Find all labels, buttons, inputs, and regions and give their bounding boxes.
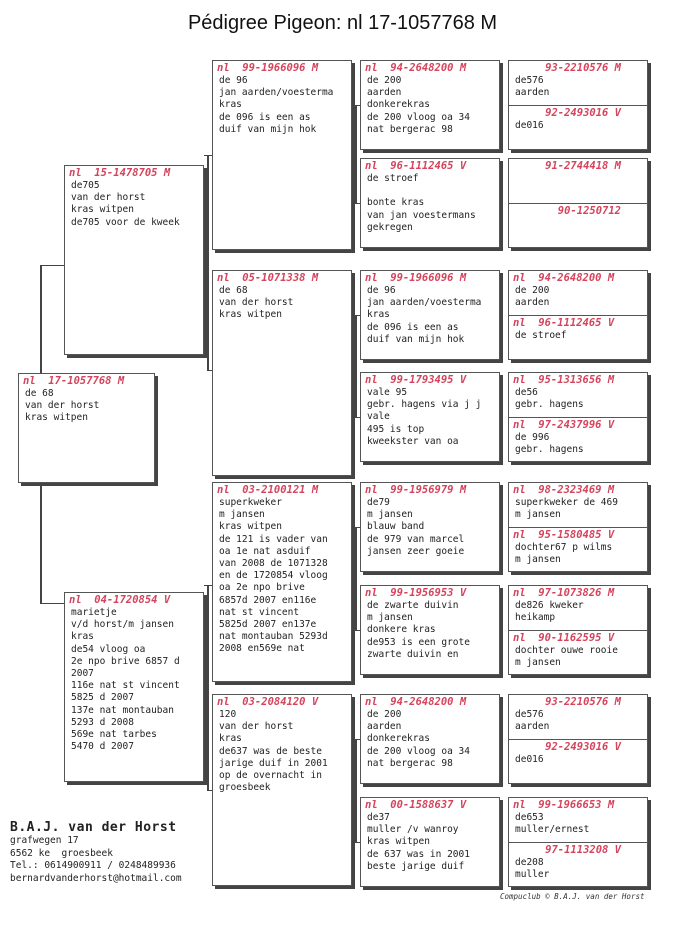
detail-line: de 96 [219, 75, 248, 86]
detail-line: 6857d 2007 en116e [219, 594, 317, 606]
detail-line: aarden [515, 297, 550, 309]
ring-number: nl 97-1073826 M [513, 587, 615, 599]
detail-line: kras witpen [71, 204, 134, 216]
ring-number: nl 99-1966096 M [217, 62, 319, 74]
ring-number: 92-2493016 V [545, 741, 621, 753]
pigeon-details [509, 74, 647, 99]
detail-line: de 979 van marcel [367, 533, 465, 545]
detail-line: heikamp [515, 612, 556, 624]
ring-number: nl 95-1580485 V [513, 529, 615, 541]
pigeon-details [65, 179, 203, 229]
ancestor-bottom [509, 203, 647, 218]
detail-line: de79 [367, 497, 390, 508]
detail-line: kras [219, 733, 242, 745]
detail-line: de 121 is vader van [219, 533, 328, 545]
detail-line: oa 2e npo brive [219, 582, 305, 594]
detail-line: de37 [367, 812, 390, 823]
pigeon-details [509, 496, 647, 521]
detail-line: van der horst [25, 400, 100, 412]
detail-line: de705 voor de kweek [71, 216, 180, 228]
detail-line: van jan voestermans [367, 209, 476, 221]
ancestor-bottom [509, 527, 647, 566]
ring-number: nl 90-1162595 V [513, 632, 615, 644]
detail-line: de953 is een grote [367, 636, 470, 648]
detail-line: de 200 [367, 75, 402, 86]
great-grandparent-box [360, 270, 500, 360]
detail-line: de653 [515, 812, 544, 823]
breeder-street: grafwegen 17 [10, 835, 79, 846]
great-great-grandparents-box [508, 797, 648, 887]
breeder-phone: Tel.: 0614900911 / 0248489936 [10, 860, 176, 871]
ring-number: nl 03-2084120 V [217, 696, 319, 708]
detail-line: oa 1e nat asduif [219, 545, 311, 557]
pigeon-details [509, 329, 647, 342]
breeder-name: B.A.J. van der Horst [10, 820, 177, 835]
detail-line: van 2008 de 1071328 [219, 558, 328, 570]
breeder-info [10, 820, 182, 885]
detail-line: 5825d 2007 en137e [219, 619, 317, 631]
detail-line: kweekster van oa [367, 435, 459, 447]
detail-line: aarden [515, 721, 550, 733]
connector-line [355, 105, 357, 203]
detail-line: de826 kweker [515, 600, 584, 611]
detail-line: en de 1720854 vloog [219, 570, 328, 582]
connector-line [207, 585, 209, 790]
connector-line [355, 739, 357, 842]
detail-line: de zwarte duivin [367, 600, 459, 611]
grandparent-box [212, 694, 352, 886]
detail-line: 5293 d 2008 [71, 716, 134, 728]
ring-number: nl 05-1071338 M [217, 272, 319, 284]
ring-number: nl 99-1956953 V [365, 587, 467, 599]
detail-line: de56 [515, 387, 538, 398]
pigeon-details [361, 74, 499, 136]
ring-number: nl 00-1588637 V [365, 799, 467, 811]
ring-number: nl 99-1966653 M [513, 799, 615, 811]
detail-line: m jansen [219, 509, 265, 521]
detail-line: gebr. hagens via j j [367, 399, 482, 411]
detail-line: van der horst [219, 721, 294, 733]
grandparent-box [212, 270, 352, 476]
detail-line: de 996 [515, 432, 550, 443]
pigeon-details [361, 496, 499, 558]
ancestor-bottom [509, 739, 647, 766]
detail-line: 5825 d 2007 [71, 692, 134, 704]
ancestor-bottom [509, 842, 647, 881]
ancestor-top [509, 373, 647, 411]
pigeon-details [509, 386, 647, 411]
detail-line: kras witpen [219, 521, 282, 533]
great-great-grandparents-box [508, 585, 648, 675]
detail-line: de016 [515, 120, 544, 131]
pigeon-details [509, 217, 647, 218]
detail-line: m jansen [367, 612, 413, 624]
detail-line: van der horst [71, 192, 146, 204]
great-great-grandparents-box [508, 60, 648, 150]
detail-line: kras witpen [367, 836, 430, 848]
ring-number: nl 03-2100121 M [217, 484, 319, 496]
detail-line: m jansen [367, 509, 413, 521]
footer-credit: Compuclub © B.A.J. van der Horst [500, 892, 645, 901]
detail-line: 2e npo brive 6857 d [71, 655, 180, 667]
detail-line: de576 [515, 75, 544, 86]
ring-number: 92-2493016 V [545, 107, 621, 119]
ring-number: nl 99-1966096 M [365, 272, 467, 284]
pigeon-details [509, 172, 647, 173]
pigeon-details [509, 284, 647, 309]
detail-line: m jansen [515, 509, 561, 521]
connector-line [40, 265, 42, 373]
detail-line [367, 185, 495, 197]
detail-line: m jansen [515, 554, 561, 566]
detail-line: kras [367, 309, 390, 321]
detail-line: 137e nat montauban [71, 704, 174, 716]
pigeon-details [361, 708, 499, 770]
pigeon-details [213, 708, 351, 794]
ring-number: nl 94-2648200 M [365, 62, 467, 74]
detail-line: de208 [515, 857, 544, 868]
ancestor-top [509, 159, 647, 173]
great-great-grandparents-box [508, 482, 648, 572]
ring-number: nl 96-1112465 V [365, 160, 467, 172]
detail-line: 495 is top [367, 423, 425, 435]
detail-line: gekregen [367, 221, 413, 233]
ancestor-bottom [509, 105, 647, 132]
ring-number: nl 95-1313656 M [513, 374, 615, 386]
detail-line: vale 95 [367, 387, 408, 398]
connector-line [207, 155, 209, 370]
detail-line: 2008 en569e nat [219, 643, 305, 655]
detail-line: superkweker de 469 [515, 497, 618, 508]
connector-line [40, 603, 64, 604]
detail-line: dochter ouwe rooie [515, 645, 618, 656]
pigeon-details [19, 387, 154, 425]
detail-line: 2007 [71, 668, 94, 680]
ring-number: nl 96-1112465 V [513, 317, 615, 329]
detail-line: donkere kras [367, 624, 436, 636]
connector-line [40, 483, 42, 603]
detail-line: de705 [71, 180, 100, 191]
great-grandparent-box [360, 585, 500, 675]
pigeon-details [361, 386, 499, 448]
ring-number: nl 97-2437996 V [513, 419, 615, 431]
ancestor-top [509, 798, 647, 836]
ring-number: nl 15-1478705 M [69, 167, 171, 179]
ring-number: nl 99-1793495 V [365, 374, 467, 386]
great-great-grandparents-box [508, 158, 648, 248]
detail-line: de54 vloog oa [71, 643, 146, 655]
ring-number: 93-2210576 M [545, 62, 621, 74]
detail-line: marietje [71, 607, 117, 618]
connector-line [355, 315, 357, 417]
detail-line: de 68 [25, 388, 54, 399]
connector-line [355, 527, 357, 630]
great-grandparent-box [360, 158, 500, 248]
detail-line: de016 [515, 754, 544, 765]
ring-number: nl 17-1057768 M [23, 375, 125, 387]
pigeon-details [361, 599, 499, 661]
pigeon-details [65, 606, 203, 753]
detail-line: van der horst [219, 297, 294, 309]
pigeon-details [361, 811, 499, 873]
sire-box [64, 165, 204, 355]
ancestor-top [509, 586, 647, 624]
detail-line: de576 [515, 709, 544, 720]
dam-box [64, 592, 204, 782]
pigeon-details [509, 541, 647, 566]
detail-line: nat bergerac 98 [367, 123, 453, 135]
ancestor-top [509, 271, 647, 309]
detail-line: jansen zeer goeie [367, 545, 465, 557]
connector-line [40, 265, 64, 266]
pigeon-details [509, 811, 647, 836]
detail-line: superkweker [219, 497, 282, 508]
detail-line: nat montauban 5293d [219, 631, 328, 643]
subject-pigeon [18, 373, 155, 483]
detail-line: vale [367, 411, 390, 423]
detail-line: v/d horst/m jansen [71, 619, 174, 631]
great-great-grandparents-box [508, 270, 648, 360]
detail-line: de 096 is een as [219, 111, 311, 123]
detail-line: de 96 [367, 285, 396, 296]
great-grandparent-box [360, 797, 500, 887]
detail-line: kras witpen [219, 309, 282, 321]
detail-line: de 200 [367, 709, 402, 720]
detail-line: de637 was de beste [219, 745, 322, 757]
detail-line: 120 [219, 709, 237, 720]
pigeon-details [213, 496, 351, 656]
great-great-grandparents-box [508, 694, 648, 784]
detail-line: beste jarige duif [367, 860, 465, 872]
detail-line: duif van mijn hok [219, 123, 317, 135]
ancestor-top [509, 61, 647, 99]
ring-number: nl 99-1956979 M [365, 484, 467, 496]
pigeon-details [509, 644, 647, 669]
detail-line: muller /v wanroy [367, 824, 459, 836]
detail-line: muller/ernest [515, 824, 590, 836]
ancestor-bottom [509, 315, 647, 342]
detail-line: donkerekras [367, 99, 430, 111]
page-title: Pédigree Pigeon: nl 17-1057768 M [187, 12, 498, 34]
detail-line: kras witpen [25, 412, 88, 424]
pigeon-details [509, 431, 647, 456]
detail-line: nat bergerac 98 [367, 757, 453, 769]
detail-line: de 200 [515, 285, 550, 296]
detail-line: kras [71, 631, 94, 643]
detail-line: de 68 [219, 285, 248, 296]
detail-line: jan aarden/voesterma [367, 297, 482, 309]
detail-line: kras [219, 99, 242, 111]
detail-line: blauw band [367, 521, 425, 533]
ring-number: nl 94-2648200 M [513, 272, 615, 284]
detail-line: aarden [367, 721, 402, 733]
detail-line: nat st vincent [219, 606, 300, 618]
detail-line: jan aarden/voesterma [219, 87, 334, 99]
pigeon-details [509, 119, 647, 132]
great-grandparent-box [360, 372, 500, 462]
ancestor-bottom [509, 630, 647, 669]
detail-line: m jansen [515, 657, 561, 669]
detail-line: dochter67 p wilms [515, 542, 613, 553]
ring-number: 97-1113208 V [545, 844, 621, 856]
breeder-email: bernardvanderhorst@hotmail.com [10, 872, 182, 884]
pigeon-details [509, 856, 647, 881]
detail-line: de 096 is een as [367, 321, 459, 333]
pigeon-details [509, 599, 647, 624]
detail-line: de stroef [515, 330, 567, 341]
great-grandparent-box [360, 482, 500, 572]
ring-number: 93-2210576 M [545, 696, 621, 708]
ring-number: 90-1250712 [557, 205, 621, 217]
pigeon-details [361, 284, 499, 346]
pigeon-details [509, 753, 647, 766]
ring-number: nl 04-1720854 V [69, 594, 171, 606]
ring-number: nl 94-2648200 M [365, 696, 467, 708]
detail-line: bonte kras [367, 197, 425, 209]
pigeon-details [213, 284, 351, 322]
grandparent-box [212, 482, 352, 682]
detail-line: groesbeek [219, 782, 271, 794]
breeder-city: 6562 ke groesbeek [10, 847, 113, 859]
detail-line: donkerekras [367, 733, 430, 745]
ring-number: 91-2744418 M [545, 160, 621, 172]
grandparent-box [212, 60, 352, 250]
ancestor-top [509, 695, 647, 733]
ancestor-top [509, 483, 647, 521]
detail-line: gebr. hagens [515, 399, 584, 411]
detail-line: aarden [367, 87, 402, 99]
detail-line: jarige duif in 2001 [219, 757, 328, 769]
detail-line: gebr. hagens [515, 444, 584, 456]
pigeon-details [361, 172, 499, 234]
detail-line: de stroef [367, 173, 419, 184]
ancestor-bottom [509, 417, 647, 456]
detail-line: 116e nat st vincent [71, 680, 180, 692]
great-great-grandparents-box [508, 372, 648, 462]
pigeon-details [509, 708, 647, 733]
detail-line: aarden [515, 87, 550, 99]
detail-line: 5470 d 2007 [71, 741, 134, 753]
detail-line: zwarte duivin en [367, 648, 459, 660]
detail-line: de 200 vloog oa 34 [367, 111, 470, 123]
detail-line: op de overnacht in [219, 770, 322, 782]
detail-line: 569e nat tarbes [71, 729, 157, 741]
detail-line: de 637 was in 2001 [367, 848, 470, 860]
great-grandparent-box [360, 694, 500, 784]
detail-line: duif van mijn hok [367, 333, 465, 345]
detail-line: muller [515, 869, 550, 881]
great-grandparent-box [360, 60, 500, 150]
ring-number: nl 98-2323469 M [513, 484, 615, 496]
detail-line: de 200 vloog oa 34 [367, 745, 470, 757]
pigeon-details [213, 74, 351, 136]
